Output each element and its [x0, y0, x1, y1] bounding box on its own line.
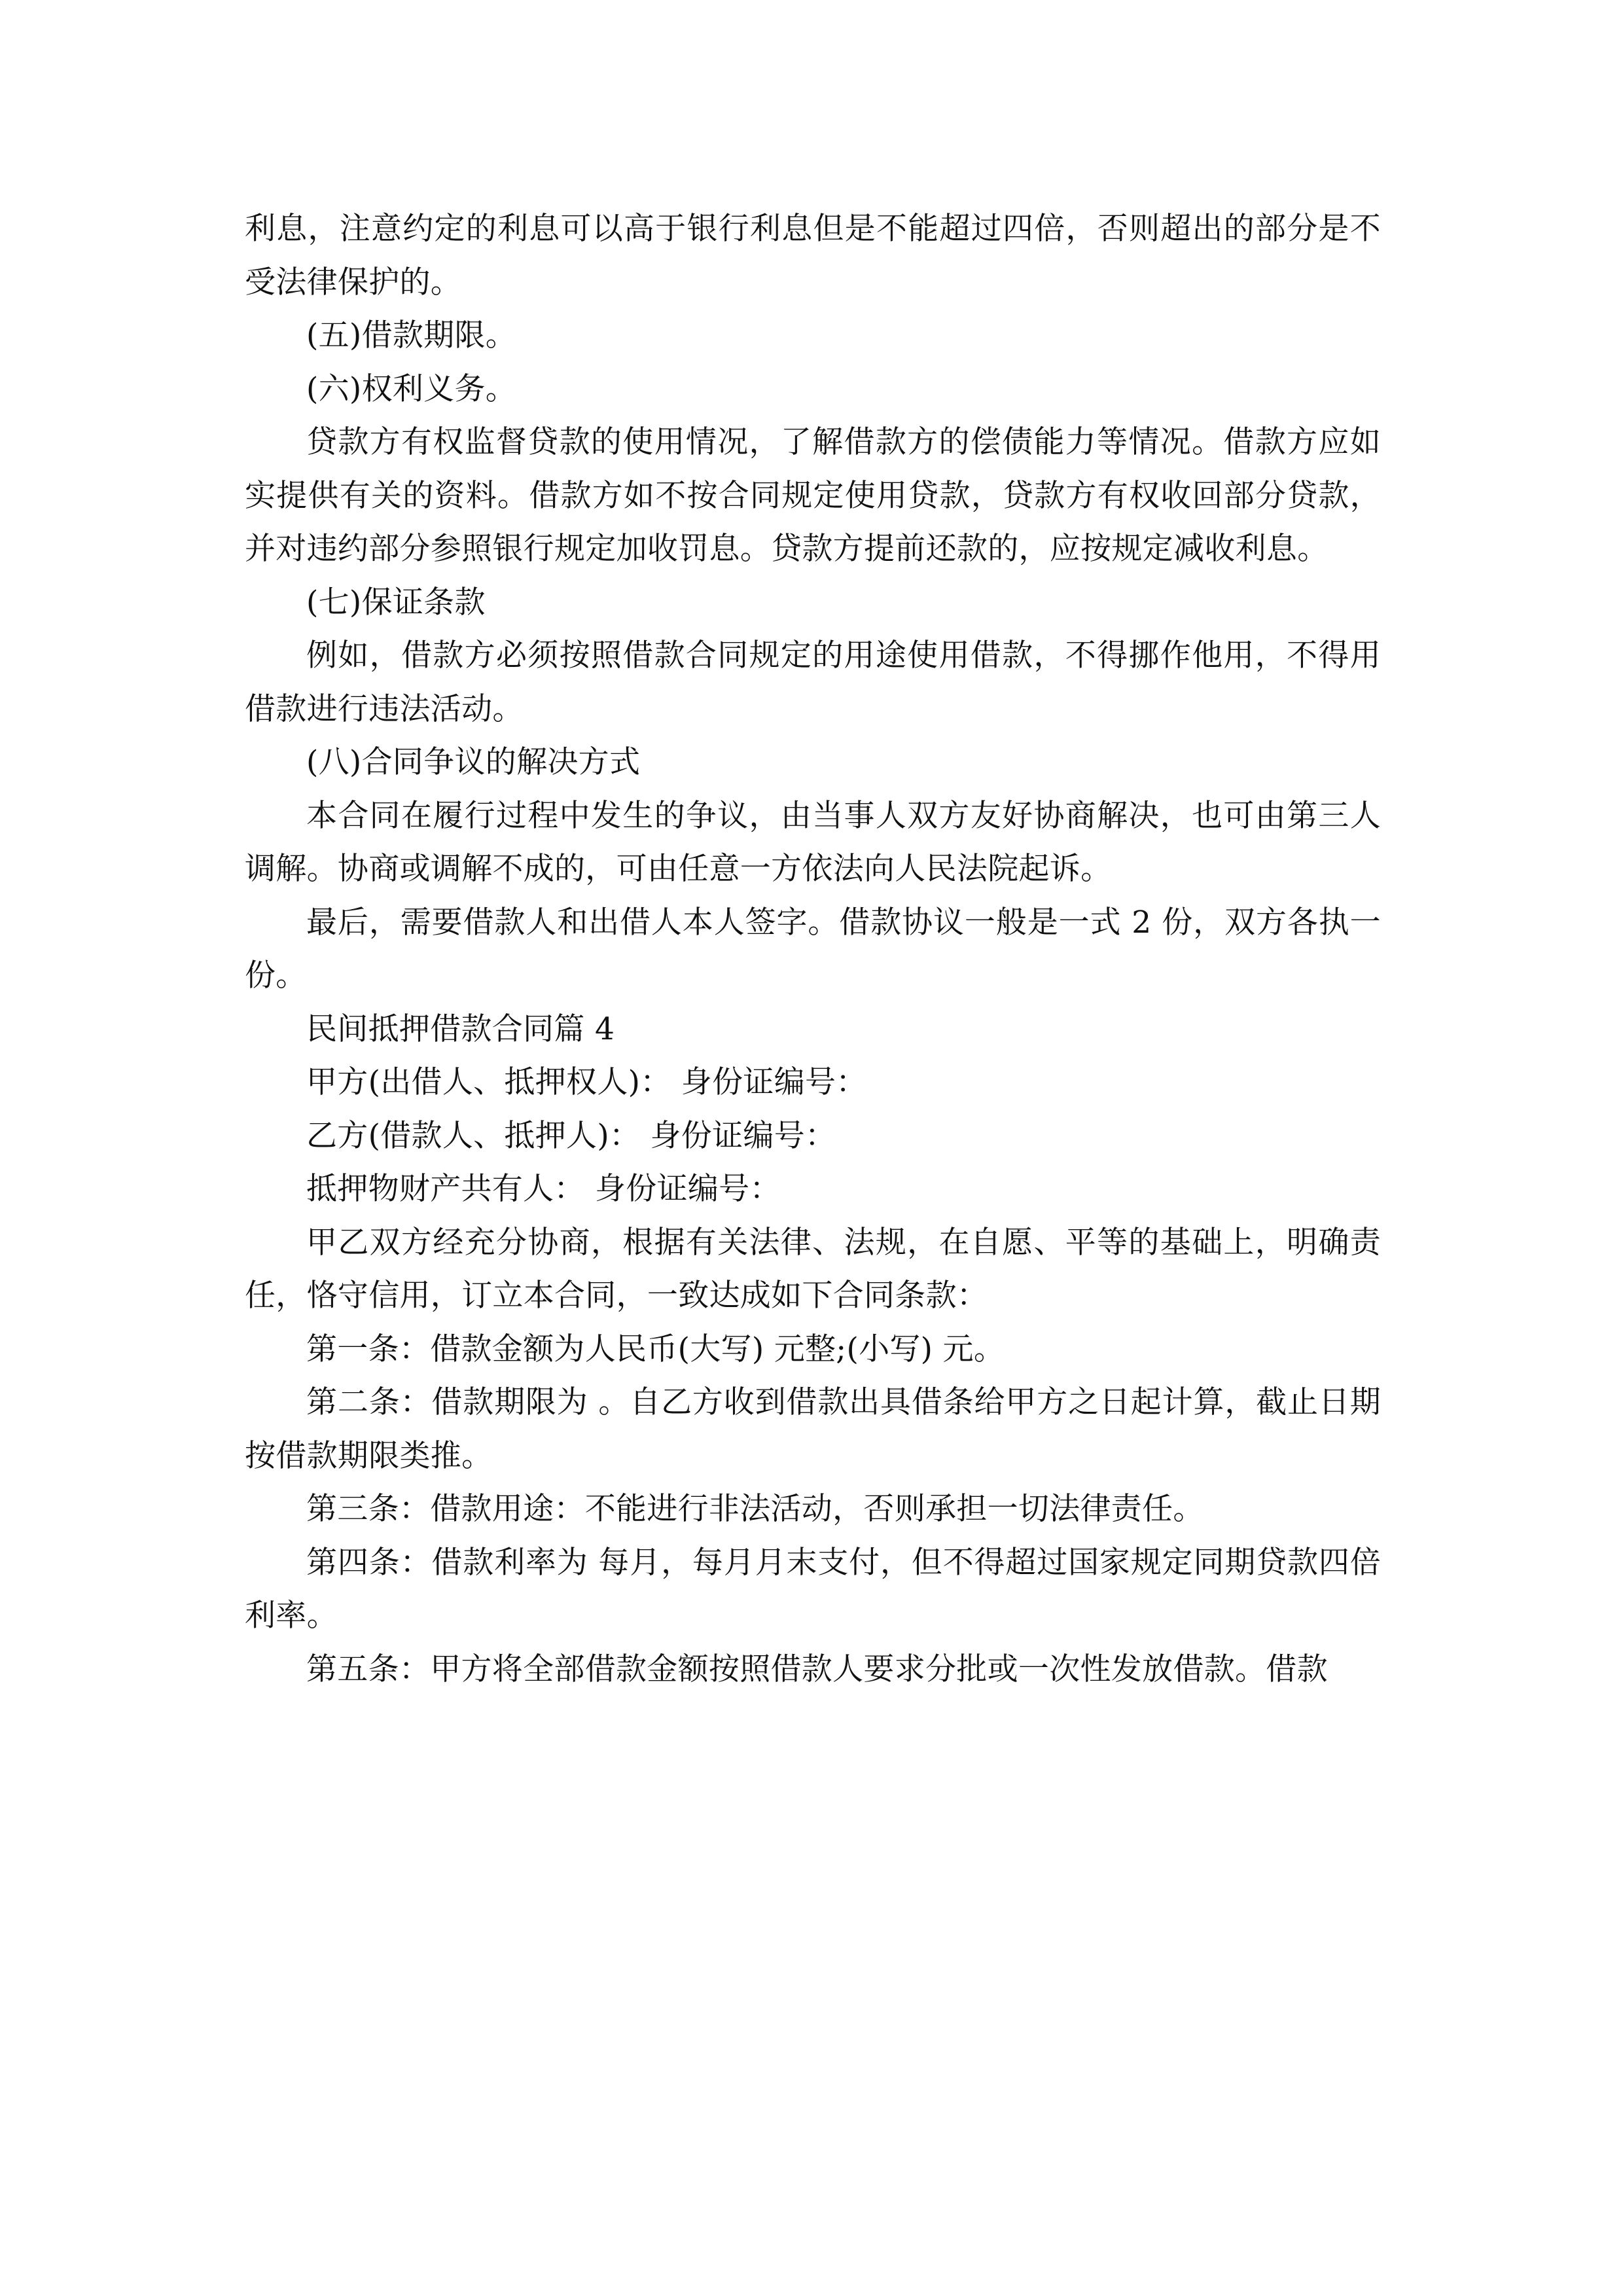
- paragraph: 例如，借款方必须按照借款合同规定的用途使用借款，不得挪作他用，不得用借款进行违法活动。: [245, 637, 1381, 727]
- contract-title: 民间抵押借款合同篇 4: [306, 1011, 615, 1047]
- section-heading: (六)权利义务。: [306, 370, 517, 407]
- party-b-line: 乙方(借款人、抵押人)： 身份证编号：: [306, 1117, 836, 1154]
- clause-1: 第一条：借款金额为人民币(大写) 元整;(小写) 元。: [306, 1331, 1005, 1367]
- section-heading: (七)保证条款: [306, 584, 486, 620]
- clause-2: 第二条：借款期限为 。自乙方收到借款出具借条给甲方之日起计算，截止日期按借款期限类推。: [245, 1384, 1381, 1474]
- paragraph: 利息，注意约定的利息可以高于银行利息但是不能超过四倍，否则超出的部分是不受法律保护的。: [245, 211, 1381, 300]
- document-body: [245, 202, 1381, 1696]
- paragraph: 最后，需要借款人和出借人本人签字。借款协议一般是一式 2 份，双方各执一份。: [245, 904, 1381, 994]
- clause-3: 第三条：借款用途：不能进行非法活动，否则承担一切法律责任。: [306, 1491, 1204, 1527]
- paragraph: 甲乙双方经充分协商，根据有关法律、法规，在自愿、平等的基础上，明确责任，恪守信用，订立本合同，一致达成如下合同条款：: [245, 1224, 1381, 1314]
- party-a-line: 甲方(出借人、抵押权人)： 身份证编号：: [306, 1064, 867, 1100]
- section-heading: (五)借款期限。: [306, 317, 517, 353]
- paragraph: 贷款方有权监督贷款的使用情况，了解借款方的偿债能力等情况。借款方应如实提供有关的资料。借款方如不按合同规定使用贷款，贷款方有权收回部分贷款，并对违约部分参照银行规定加收罚息。贷款方提前还款的，应按规定减收利息。: [245, 424, 1381, 567]
- co-owner-line: 抵押物财产共有人： 身份证编号：: [306, 1171, 781, 1207]
- section-heading: (八)合同争议的解决方式: [306, 744, 641, 780]
- paragraph: 本合同在履行过程中发生的争议，由当事人双方友好协商解决，也可由第三人调解。协商或调解不成的，可由任意一方依法向人民法院起诉。: [245, 797, 1381, 887]
- clause-4: 第四条：借款利率为 每月，每月月末支付，但不得超过国家规定同期贷款四倍利率。: [245, 1544, 1381, 1634]
- clause-5: 第五条：甲方将全部借款金额按照借款人要求分批或一次性发放借款。借款: [306, 1651, 1328, 1687]
